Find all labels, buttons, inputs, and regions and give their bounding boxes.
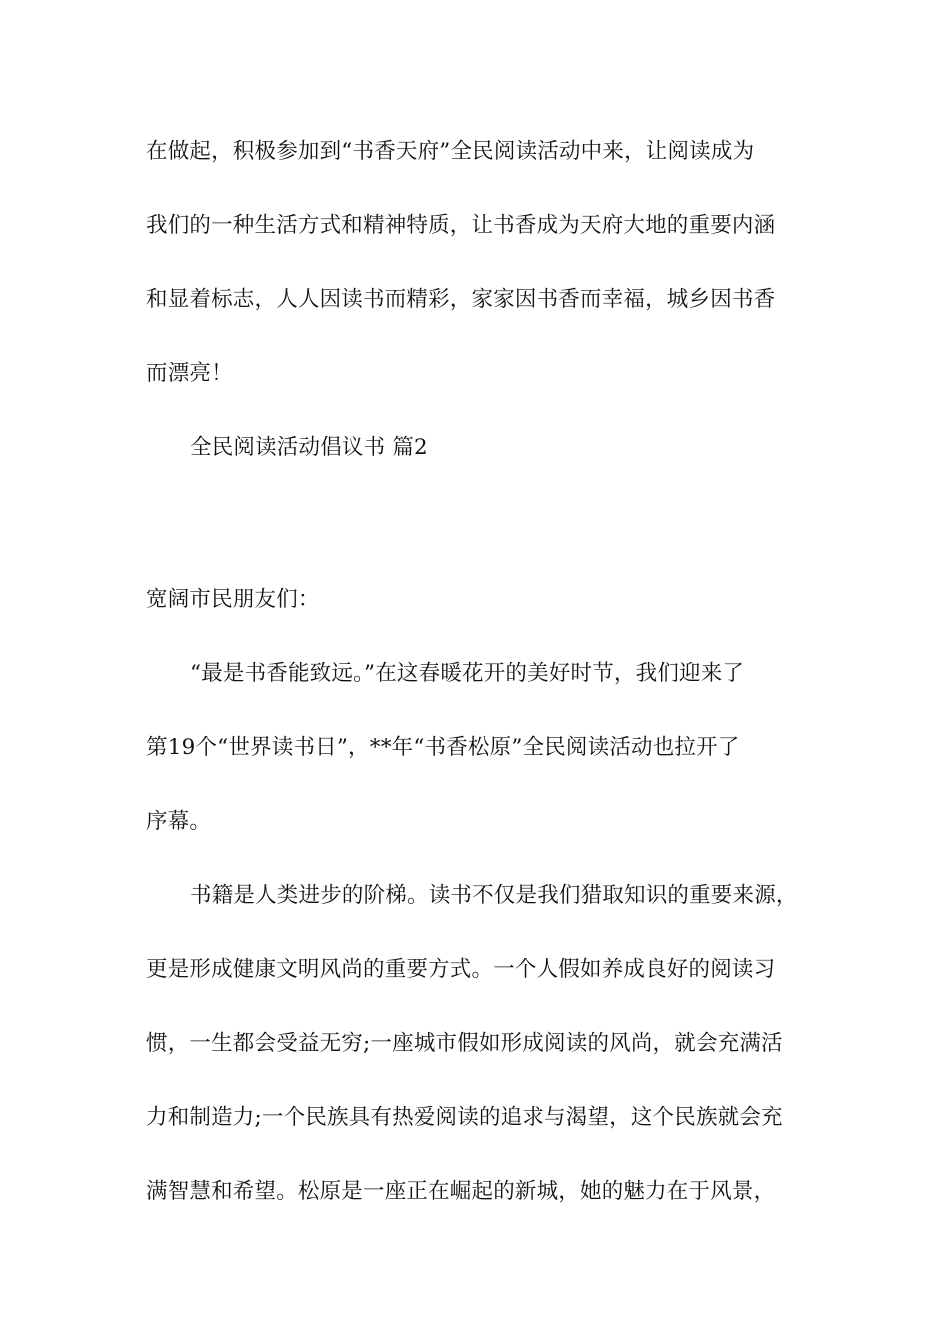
paragraph-line: 和显着标志，人人因读书而精彩，家家因书香而幸福，城乡因书香 [146, 287, 776, 312]
paragraph-line: “最是书香能致远。”在这春暖花开的美好时节，我们迎来了 [190, 661, 745, 686]
paragraph-line: 更是形成健康文明风尚的重要方式。一个人假如养成良好的阅读习 [146, 957, 776, 982]
paragraph-line: 我们的一种生活方式和精神特质，让书香成为天府大地的重要内涵 [146, 213, 776, 238]
paragraph-line: 书籍是人类进步的阶梯。读书不仅是我们猎取知识的重要来源， [190, 883, 798, 908]
paragraph-line: 在做起，积极参加到“书香天府”全民阅读活动中来，让阅读成为 [146, 139, 755, 164]
paragraph-line: 力和制造力;一个民族具有热爱阅读的追求与渴望，这个民族就会充 [146, 1105, 783, 1130]
paragraph-line: 而漂亮！ [146, 361, 233, 386]
paragraph-line: 满智慧和希望。松原是一座正在崛起的新城，她的魅力在于风景， [146, 1179, 776, 1204]
section-heading: 全民阅读活动倡议书 篇2 [190, 435, 428, 460]
paragraph-line: 序幕。 [146, 809, 212, 834]
paragraph-line: 第19个“世界读书日”，**年“书香松原”全民阅读活动也拉开了 [146, 735, 740, 760]
salutation: 宽阔市民朋友们： [146, 587, 320, 612]
paragraph-line: 惯，一生都会受益无穷;一座城市假如形成阅读的风尚，就会充满活 [146, 1031, 783, 1056]
